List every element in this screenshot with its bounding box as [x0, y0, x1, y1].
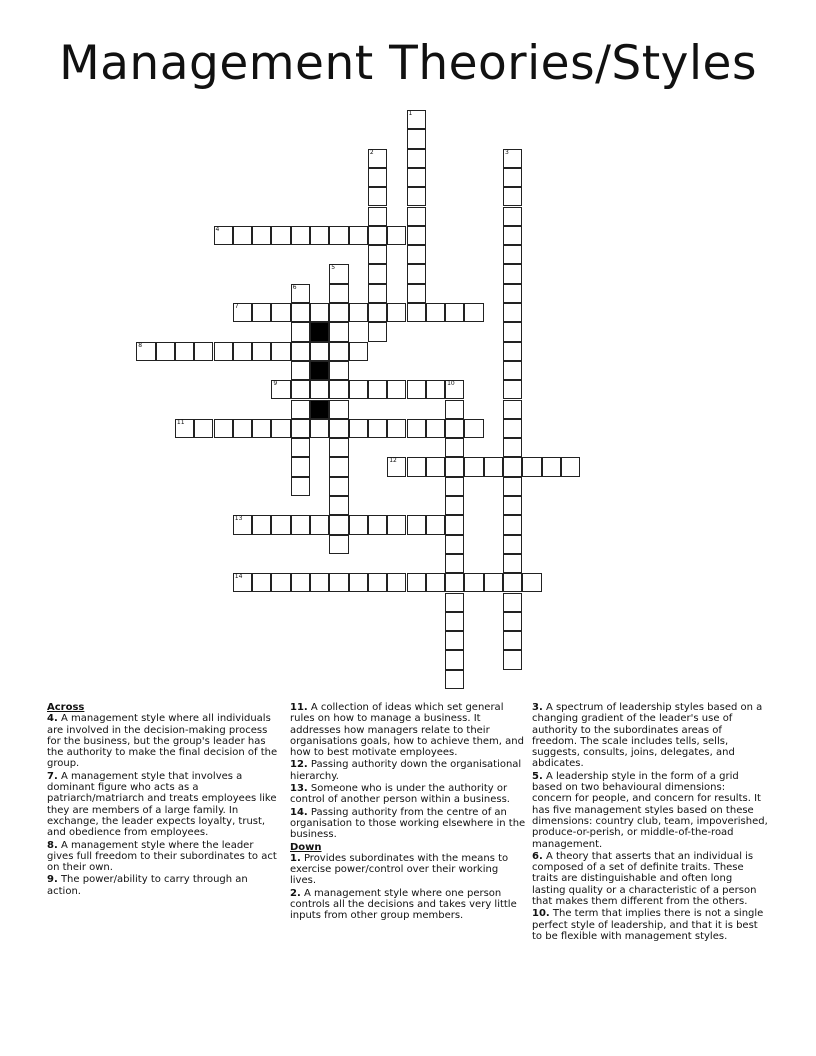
grid-cell[interactable]	[484, 457, 503, 476]
grid-cell[interactable]	[503, 380, 522, 399]
grid-cell[interactable]	[349, 226, 368, 245]
clue-text: The power/ability to carry through an action.	[47, 874, 248, 897]
grid-cell[interactable]	[329, 361, 348, 380]
clue-label: 13.	[290, 783, 308, 795]
grid-cell[interactable]	[349, 342, 368, 361]
grid-cell[interactable]	[503, 554, 522, 573]
clue-number: 7	[234, 303, 239, 310]
grid-cell[interactable]	[426, 457, 445, 476]
grid-cell[interactable]	[445, 496, 464, 515]
grid-cell[interactable]	[291, 457, 310, 476]
grid-cell[interactable]	[368, 573, 387, 592]
clue-item	[290, 807, 526, 841]
grid-cell[interactable]	[329, 342, 348, 361]
grid-block	[310, 400, 329, 419]
clue-label: 3.	[532, 702, 543, 713]
grid-cell[interactable]	[175, 419, 194, 438]
grid-cell[interactable]	[233, 419, 252, 438]
grid-cell[interactable]	[503, 419, 522, 438]
clue-text: A collection of ideas which set general rules on how to manage a business. It addresses how managers relate to their organisations goals, how to achieve them, and how to best motivate employees.	[290, 702, 524, 759]
grid-cell[interactable]	[407, 264, 426, 283]
grid-cell[interactable]	[503, 226, 522, 245]
grid-cell[interactable]	[445, 593, 464, 612]
grid-cell[interactable]	[194, 419, 213, 438]
grid-cell[interactable]	[233, 573, 252, 592]
grid-cell[interactable]	[271, 226, 290, 245]
grid-cell[interactable]	[464, 573, 483, 592]
clue-label: 6.	[532, 850, 543, 862]
clue-label: 14.	[290, 806, 308, 818]
clue-text: A leadership style in the form of a grid based on two behavioural dimensions: concern for people, and concern for results. It has five management styles based on these dimensions: country club, team, impoverished, produce-or-perish, or middle-of-the-road management.	[532, 770, 768, 850]
grid-cell[interactable]	[561, 457, 580, 476]
grid-cell[interactable]	[252, 303, 271, 322]
grid-cell[interactable]	[445, 670, 464, 689]
grid-cell[interactable]	[291, 303, 310, 322]
grid-cell[interactable]	[310, 573, 329, 592]
grid-cell[interactable]	[407, 284, 426, 303]
grid-cell[interactable]	[349, 380, 368, 399]
clue-item	[532, 908, 768, 942]
grid-cell[interactable]	[329, 380, 348, 399]
grid-cell[interactable]	[233, 303, 252, 322]
grid-cell[interactable]	[522, 573, 541, 592]
grid-cell[interactable]	[175, 342, 194, 361]
clue-label: 10.	[532, 908, 550, 920]
grid-cell[interactable]	[368, 284, 387, 303]
grid-block	[310, 361, 329, 380]
grid-cell[interactable]	[407, 110, 426, 129]
grid-cell[interactable]	[503, 168, 522, 187]
grid-cell[interactable]	[464, 303, 483, 322]
grid-cell[interactable]	[542, 457, 561, 476]
grid-cell[interactable]	[484, 573, 503, 592]
grid-cell[interactable]	[291, 515, 310, 534]
grid-cell[interactable]	[445, 380, 464, 399]
grid-cell[interactable]	[368, 322, 387, 341]
clue-label: 12.	[290, 759, 308, 771]
grid-cell[interactable]	[503, 187, 522, 206]
grid-cell[interactable]	[233, 342, 252, 361]
clue-number: 13	[234, 515, 243, 523]
grid-cell[interactable]	[194, 342, 213, 361]
clue-number: 2	[369, 148, 374, 156]
grid-cell[interactable]	[445, 535, 464, 554]
grid-cell[interactable]	[349, 303, 368, 322]
grid-cell[interactable]	[368, 207, 387, 226]
grid-cell[interactable]	[291, 342, 310, 361]
grid-cell[interactable]	[503, 593, 522, 612]
grid-cell[interactable]	[291, 438, 310, 457]
grid-cell[interactable]	[252, 515, 271, 534]
clues-column-2	[290, 702, 526, 923]
clue-item	[290, 783, 526, 806]
grid-cell[interactable]	[503, 496, 522, 515]
grid-cell[interactable]	[368, 419, 387, 438]
grid-cell[interactable]	[291, 322, 310, 341]
clue-number: 4	[215, 225, 220, 233]
grid-cell[interactable]	[503, 535, 522, 554]
grid-cell[interactable]	[368, 264, 387, 283]
grid-cell[interactable]	[503, 477, 522, 496]
grid-cell[interactable]	[329, 400, 348, 419]
clue-item	[532, 702, 768, 770]
clue-text: The term that implies there is not a single perfect style of leadership, and that it is best to be flexible with management styles.	[532, 908, 764, 942]
grid-cell[interactable]	[426, 419, 445, 438]
grid-cell[interactable]	[214, 226, 233, 245]
clue-number: 9	[273, 380, 278, 388]
grid-cell[interactable]	[329, 515, 348, 534]
grid-cell[interactable]	[271, 573, 290, 592]
grid-cell[interactable]	[503, 631, 522, 650]
grid-cell[interactable]	[464, 457, 483, 476]
grid-cell[interactable]	[503, 573, 522, 592]
grid-cell[interactable]	[329, 573, 348, 592]
clue-label: 5.	[532, 770, 543, 782]
clues-column-1	[47, 702, 283, 898]
clue-item	[47, 771, 283, 839]
grid-cell[interactable]	[503, 612, 522, 631]
grid-cell[interactable]	[252, 573, 271, 592]
grid-cell[interactable]	[445, 438, 464, 457]
grid-cell[interactable]	[271, 419, 290, 438]
grid-cell[interactable]	[329, 303, 348, 322]
grid-cell[interactable]	[503, 400, 522, 419]
grid-block	[310, 322, 329, 341]
grid-cell[interactable]	[387, 419, 406, 438]
grid-cell[interactable]	[503, 264, 522, 283]
grid-cell[interactable]	[156, 342, 175, 361]
grid-cell[interactable]	[387, 303, 406, 322]
grid-cell[interactable]	[407, 187, 426, 206]
grid-cell[interactable]	[310, 380, 329, 399]
grid-cell[interactable]	[233, 226, 252, 245]
grid-cell[interactable]	[368, 515, 387, 534]
clue-item	[290, 888, 526, 922]
grid-cell[interactable]	[368, 149, 387, 168]
grid-cell[interactable]	[503, 207, 522, 226]
grid-cell[interactable]	[503, 438, 522, 457]
grid-cell[interactable]	[252, 419, 271, 438]
clue-number: 5	[331, 264, 336, 272]
grid-cell[interactable]	[407, 457, 426, 476]
clue-number: 6	[292, 283, 297, 291]
clue-number: 8	[138, 341, 143, 349]
grid-cell[interactable]	[503, 149, 522, 168]
grid-cell[interactable]	[407, 149, 426, 168]
clue-label: 2.	[290, 887, 301, 899]
grid-cell[interactable]	[503, 342, 522, 361]
grid-cell[interactable]	[329, 284, 348, 303]
grid-cell[interactable]	[426, 515, 445, 534]
grid-cell[interactable]	[503, 245, 522, 264]
grid-cell[interactable]	[368, 380, 387, 399]
grid-cell[interactable]	[445, 650, 464, 669]
grid-cell[interactable]	[407, 303, 426, 322]
grid-cell[interactable]	[503, 515, 522, 534]
grid-cell[interactable]	[407, 168, 426, 187]
grid-cell[interactable]	[329, 322, 348, 341]
grid-cell[interactable]	[252, 226, 271, 245]
grid-cell[interactable]	[291, 419, 310, 438]
grid-cell[interactable]	[445, 477, 464, 496]
clue-text: A management style where all individuals are involved in the decision-making process for the business, but the group's leader has the authority to make the final decision of the group.	[47, 713, 278, 770]
clue-label: 7.	[47, 770, 58, 782]
grid-cell[interactable]	[368, 168, 387, 187]
grid-cell[interactable]	[426, 573, 445, 592]
grid-cell[interactable]	[503, 303, 522, 322]
grid-cell[interactable]	[349, 419, 368, 438]
grid-cell[interactable]	[503, 361, 522, 380]
grid-cell[interactable]	[407, 207, 426, 226]
clue-item	[290, 702, 526, 758]
across-heading: Across	[47, 702, 85, 713]
clue-text: Passing authority down the organisational hierarchy.	[290, 759, 522, 782]
clue-item	[47, 874, 283, 897]
grid-cell[interactable]	[407, 245, 426, 264]
clues-column-3	[532, 702, 768, 943]
clue-label: 8.	[47, 839, 58, 851]
grid-cell[interactable]	[503, 322, 522, 341]
clue-text: A management style where one person controls all the decisions and takes very little inputs from other group members.	[290, 887, 517, 922]
clue-number: 10	[447, 380, 455, 388]
page-title: Management Theories/Styles	[59, 36, 757, 91]
clue-number: 12	[389, 457, 397, 465]
grid-cell[interactable]	[387, 457, 406, 476]
grid-cell[interactable]	[445, 400, 464, 419]
grid-cell[interactable]	[445, 515, 464, 534]
grid-cell[interactable]	[445, 457, 464, 476]
grid-cell[interactable]	[329, 496, 348, 515]
grid-cell[interactable]	[464, 419, 483, 438]
grid-cell[interactable]	[387, 515, 406, 534]
grid-cell[interactable]	[136, 342, 155, 361]
grid-cell[interactable]	[407, 226, 426, 245]
grid-cell[interactable]	[445, 573, 464, 592]
grid-cell[interactable]	[387, 380, 406, 399]
grid-cell[interactable]	[426, 380, 445, 399]
grid-cell[interactable]	[407, 515, 426, 534]
grid-cell[interactable]	[387, 226, 406, 245]
grid-cell[interactable]	[522, 457, 541, 476]
grid-cell[interactable]	[271, 380, 290, 399]
grid-cell[interactable]	[329, 535, 348, 554]
clue-item	[290, 853, 526, 887]
grid-cell[interactable]	[291, 226, 310, 245]
grid-cell[interactable]	[407, 129, 426, 148]
grid-cell[interactable]	[445, 419, 464, 438]
grid-cell[interactable]	[271, 515, 290, 534]
grid-cell[interactable]	[368, 303, 387, 322]
grid-cell[interactable]	[329, 477, 348, 496]
clue-text: A management style that involves a dominant figure who acts as a patriarch/matriarch and treats employees like they are members of a large family. In exchange, the leader expects loyalty, trust, and obedience from employees.	[47, 770, 277, 839]
clue-text: Someone who is under the authority or control of another person within a business.	[290, 783, 510, 806]
grid-cell[interactable]	[329, 264, 348, 283]
grid-cell[interactable]	[445, 631, 464, 650]
grid-cell[interactable]	[407, 573, 426, 592]
grid-cell[interactable]	[310, 342, 329, 361]
grid-cell[interactable]	[387, 573, 406, 592]
grid-cell[interactable]	[503, 284, 522, 303]
grid-cell[interactable]	[310, 303, 329, 322]
grid-cell[interactable]	[368, 187, 387, 206]
clue-number: 14	[234, 573, 243, 581]
grid-cell[interactable]	[310, 226, 329, 245]
grid-cell[interactable]	[291, 477, 310, 496]
grid-cell[interactable]	[349, 573, 368, 592]
grid-cell[interactable]	[503, 650, 522, 669]
grid-cell[interactable]	[349, 515, 368, 534]
grid-cell[interactable]	[310, 515, 329, 534]
grid-cell[interactable]	[233, 515, 252, 534]
grid-cell[interactable]	[407, 419, 426, 438]
grid-cell[interactable]	[329, 438, 348, 457]
grid-cell[interactable]	[503, 457, 522, 476]
grid-cell[interactable]	[214, 342, 233, 361]
grid-cell[interactable]	[445, 554, 464, 573]
grid-cell[interactable]	[426, 303, 445, 322]
grid-cell[interactable]	[407, 380, 426, 399]
grid-cell[interactable]	[329, 419, 348, 438]
clue-item	[290, 759, 526, 782]
grid-cell[interactable]	[445, 612, 464, 631]
grid-cell[interactable]	[291, 284, 310, 303]
grid-cell[interactable]	[271, 342, 290, 361]
grid-cell[interactable]	[445, 303, 464, 322]
grid-cell[interactable]	[271, 303, 290, 322]
clue-item	[532, 771, 768, 850]
grid-cell[interactable]	[252, 342, 271, 361]
clue-item	[532, 851, 768, 907]
down-heading: Down	[290, 841, 322, 853]
clue-label: 4.	[47, 713, 58, 725]
clue-text: Passing authority from the centre of an organisation to those working elsewhere in the business.	[290, 806, 526, 841]
clue-text: A theory that asserts that an individual is composed of a set of definite traits. These traits are distinguishable and often long lasting quality or a characteristic of a person that makes them different from the others.	[532, 850, 757, 908]
clue-label: 11.	[290, 702, 308, 713]
grid-cell[interactable]	[329, 226, 348, 245]
grid-cell[interactable]	[214, 419, 233, 438]
grid-cell[interactable]	[329, 457, 348, 476]
grid-cell[interactable]	[310, 419, 329, 438]
grid-cell[interactable]	[291, 361, 310, 380]
clue-text: A spectrum of leadership styles based on a changing gradient of the leader's use of authority to the subordinates areas of freedom. The scale includes tells, sells, suggests, consults, joins, delegates, and abdicates.	[532, 702, 763, 770]
clue-number: 1	[408, 110, 413, 117]
clue-number: 11	[176, 418, 185, 426]
clue-item	[47, 840, 283, 874]
clue-item	[47, 713, 283, 769]
clue-label: 9.	[47, 874, 58, 886]
grid-cell[interactable]	[368, 245, 387, 264]
clue-number: 3	[505, 148, 509, 156]
clue-text: A management style where the leader gives full freedom to their subordinates to act on their own.	[47, 839, 277, 874]
clue-label: 1.	[290, 852, 301, 864]
grid-cell[interactable]	[291, 400, 310, 419]
clue-text: Provides subordinates with the means to exercise power/control over their working lives.	[290, 852, 509, 887]
grid-cell[interactable]	[291, 573, 310, 592]
grid-cell[interactable]	[368, 226, 387, 245]
grid-cell[interactable]	[291, 380, 310, 399]
